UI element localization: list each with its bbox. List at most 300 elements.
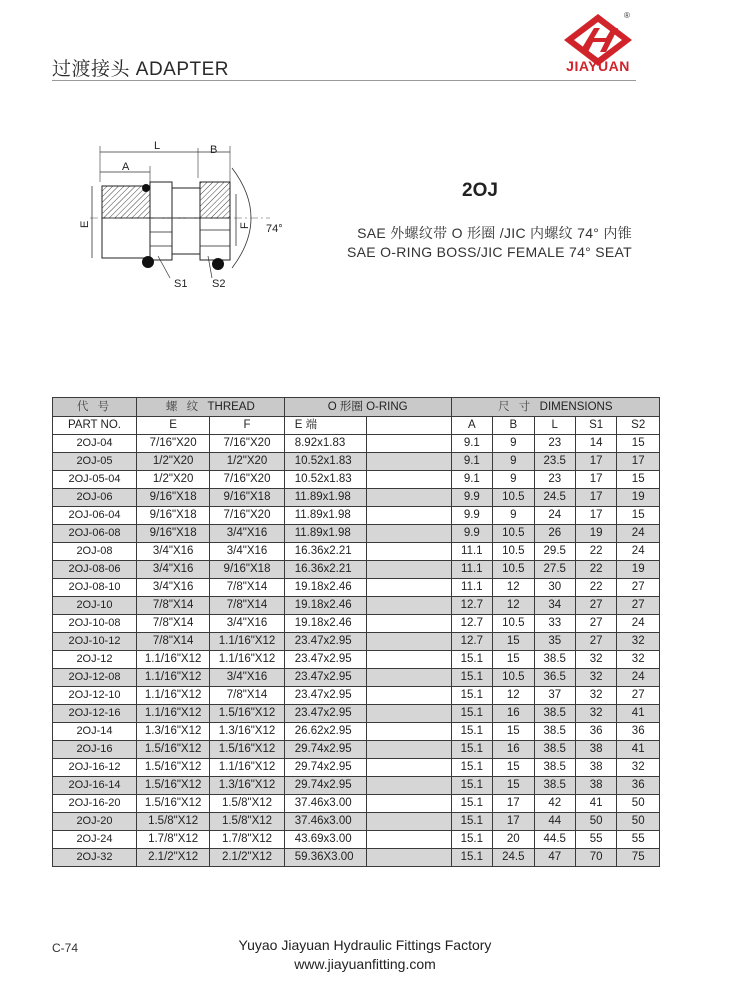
cell-pn: 2OJ-16-12 — [53, 759, 137, 777]
col-oring-e: E 端 — [284, 417, 366, 435]
cell-s2: 41 — [617, 705, 660, 723]
cell-l: 47 — [534, 849, 575, 867]
cell-blank — [366, 705, 451, 723]
cell-a: 15.1 — [451, 723, 492, 741]
brand-name: JIAYUAN — [566, 58, 630, 74]
header-part-cn: 代 号 — [53, 398, 137, 417]
cell-l: 38.5 — [534, 723, 575, 741]
cell-l: 35 — [534, 633, 575, 651]
table-row — [53, 759, 660, 777]
dim-label-s2: S2 — [212, 278, 226, 290]
cell-f: 1.1/16"X12 — [210, 651, 284, 669]
cell-a: 9.9 — [451, 507, 492, 525]
cell-oring: 23.47x2.95 — [284, 633, 366, 651]
cell-f: 1.7/8"X12 — [210, 831, 284, 849]
cell-oring: 59.36X3.00 — [284, 849, 366, 867]
cell-oring: 10.52x1.83 — [284, 453, 366, 471]
cell-l: 42 — [534, 795, 575, 813]
cell-l: 38.5 — [534, 651, 575, 669]
cell-f: 7/16"X20 — [210, 507, 284, 525]
cell-blank — [366, 453, 451, 471]
cell-l: 24.5 — [534, 489, 575, 507]
cell-f: 2.1/2"X12 — [210, 849, 284, 867]
cell-s1: 38 — [575, 777, 616, 795]
cell-s2: 27 — [617, 579, 660, 597]
cell-s2: 32 — [617, 651, 660, 669]
cell-oring: 11.89x1.98 — [284, 525, 366, 543]
cell-s2: 24 — [617, 543, 660, 561]
cell-a: 15.1 — [451, 651, 492, 669]
cell-f: 1.5/8"X12 — [210, 795, 284, 813]
cell-f: 7/16"X20 — [210, 435, 284, 453]
cell-f: 1.1/16"X12 — [210, 633, 284, 651]
cell-l: 29.5 — [534, 543, 575, 561]
cell-l: 44 — [534, 813, 575, 831]
cell-s1: 19 — [575, 525, 616, 543]
cell-pn: 2OJ-05 — [53, 453, 137, 471]
cell-oring: 10.52x1.83 — [284, 471, 366, 489]
cell-s2: 36 — [617, 723, 660, 741]
table-body — [53, 435, 660, 867]
cell-s1: 38 — [575, 759, 616, 777]
page-title: 过渡接头 ADAPTER — [52, 59, 230, 80]
cell-e: 3/4"X16 — [136, 543, 209, 561]
cell-e: 7/8"X14 — [136, 633, 209, 651]
col-s2: S2 — [617, 417, 660, 435]
cell-s1: 27 — [575, 633, 616, 651]
cell-e: 1.1/16"X12 — [136, 705, 209, 723]
cell-b: 9 — [493, 435, 534, 453]
cell-f: 1.3/16"X12 — [210, 777, 284, 795]
model-code: 2OJ — [462, 180, 498, 201]
cell-s1: 27 — [575, 615, 616, 633]
table-row — [53, 633, 660, 651]
cell-pn: 2OJ-16-20 — [53, 795, 137, 813]
cell-oring: 23.47x2.95 — [284, 669, 366, 687]
dim-label-b: B — [210, 144, 218, 156]
cell-f: 3/4"X16 — [210, 669, 284, 687]
cell-pn: 2OJ-08-10 — [53, 579, 137, 597]
cell-a: 11.1 — [451, 561, 492, 579]
cell-e: 7/8"X14 — [136, 615, 209, 633]
cell-s1: 17 — [575, 471, 616, 489]
cell-b: 16 — [493, 741, 534, 759]
cell-s1: 70 — [575, 849, 616, 867]
table-subheader-row — [53, 417, 660, 435]
cell-pn: 2OJ-12-16 — [53, 705, 137, 723]
cell-blank — [366, 489, 451, 507]
table-row — [53, 507, 660, 525]
table-row — [53, 561, 660, 579]
cell-blank — [366, 759, 451, 777]
cell-oring: 19.18x2.46 — [284, 597, 366, 615]
cell-l: 36.5 — [534, 669, 575, 687]
cell-pn: 2OJ-10 — [53, 597, 137, 615]
page-number: C-74 — [52, 941, 79, 955]
cell-a: 9.1 — [451, 471, 492, 489]
cell-pn: 2OJ-32 — [53, 849, 137, 867]
cell-oring: 37.46x3.00 — [284, 795, 366, 813]
col-a: A — [451, 417, 492, 435]
cell-s2: 15 — [617, 471, 660, 489]
cell-e: 1.7/8"X12 — [136, 831, 209, 849]
cell-l: 38.5 — [534, 759, 575, 777]
col-l: L — [534, 417, 575, 435]
cell-s2: 50 — [617, 813, 660, 831]
cell-a: 15.1 — [451, 849, 492, 867]
dim-label-e: E — [79, 220, 91, 228]
description-cn: SAE 外螺纹带 O 形圈 /JIC 内螺纹 74° 内锥 — [357, 225, 632, 241]
cell-e: 1.3/16"X12 — [136, 723, 209, 741]
table-row — [53, 777, 660, 795]
cell-a: 9.9 — [451, 489, 492, 507]
cell-b: 20 — [493, 831, 534, 849]
cell-s2: 50 — [617, 795, 660, 813]
cell-l: 44.5 — [534, 831, 575, 849]
cell-l: 38.5 — [534, 777, 575, 795]
cell-f: 3/4"X16 — [210, 615, 284, 633]
cell-s2: 75 — [617, 849, 660, 867]
cell-s1: 17 — [575, 489, 616, 507]
cell-blank — [366, 723, 451, 741]
cell-f: 1.5/16"X12 — [210, 741, 284, 759]
cell-a: 12.7 — [451, 633, 492, 651]
cell-pn: 2OJ-14 — [53, 723, 137, 741]
cell-b: 10.5 — [493, 525, 534, 543]
cell-f: 9/16"X18 — [210, 489, 284, 507]
cell-s1: 22 — [575, 579, 616, 597]
cell-pn: 2OJ-16-14 — [53, 777, 137, 795]
cell-pn: 2OJ-06-04 — [53, 507, 137, 525]
col-oring-blank — [366, 417, 451, 435]
cell-a: 11.1 — [451, 579, 492, 597]
cell-l: 27.5 — [534, 561, 575, 579]
cell-pn: 2OJ-10-12 — [53, 633, 137, 651]
cell-oring: 23.47x2.95 — [284, 687, 366, 705]
cell-s2: 15 — [617, 435, 660, 453]
cell-s2: 24 — [617, 669, 660, 687]
cell-oring: 26.62x2.95 — [284, 723, 366, 741]
cell-b: 16 — [493, 705, 534, 723]
cell-f: 1.5/16"X12 — [210, 705, 284, 723]
cell-b: 9 — [493, 471, 534, 489]
cell-blank — [366, 651, 451, 669]
cell-a: 15.1 — [451, 831, 492, 849]
table-row — [53, 435, 660, 453]
header-thread: 螺 纹 THREAD — [136, 398, 284, 417]
cell-e: 9/16"X18 — [136, 489, 209, 507]
cell-e: 7/8"X14 — [136, 597, 209, 615]
cell-oring: 29.74x2.95 — [284, 777, 366, 795]
cell-blank — [366, 435, 451, 453]
dim-label-l: L — [154, 140, 161, 152]
company-url: www.jiayuanfitting.com — [294, 956, 436, 972]
cell-s2: 15 — [617, 507, 660, 525]
cell-a: 15.1 — [451, 795, 492, 813]
cell-e: 1.1/16"X12 — [136, 669, 209, 687]
table-row — [53, 669, 660, 687]
cell-oring: 29.74x2.95 — [284, 741, 366, 759]
cell-blank — [366, 615, 451, 633]
cell-f: 3/4"X16 — [210, 525, 284, 543]
cell-e: 9/16"X18 — [136, 525, 209, 543]
cell-b: 10.5 — [493, 543, 534, 561]
cell-a: 9.1 — [451, 435, 492, 453]
cell-s1: 32 — [575, 669, 616, 687]
table-row — [53, 543, 660, 561]
table-row — [53, 813, 660, 831]
cell-a: 9.9 — [451, 525, 492, 543]
cell-a: 15.1 — [451, 759, 492, 777]
cell-b: 10.5 — [493, 561, 534, 579]
cell-s2: 36 — [617, 777, 660, 795]
dim-label-angle: 74° — [266, 223, 283, 235]
cell-oring: 37.46x3.00 — [284, 813, 366, 831]
cell-s2: 27 — [617, 687, 660, 705]
cell-a: 15.1 — [451, 705, 492, 723]
cell-blank — [366, 741, 451, 759]
cell-blank — [366, 795, 451, 813]
cell-s1: 36 — [575, 723, 616, 741]
cell-s1: 17 — [575, 453, 616, 471]
cell-f: 9/16"X18 — [210, 561, 284, 579]
cell-oring: 29.74x2.95 — [284, 759, 366, 777]
cell-oring: 16.36x2.21 — [284, 561, 366, 579]
table-row — [53, 687, 660, 705]
cell-s1: 22 — [575, 561, 616, 579]
cell-b: 15 — [493, 777, 534, 795]
table-header-row — [53, 398, 660, 417]
cell-l: 24 — [534, 507, 575, 525]
cell-a: 11.1 — [451, 543, 492, 561]
cell-s2: 41 — [617, 741, 660, 759]
table-row — [53, 453, 660, 471]
cell-e: 2.1/2"X12 — [136, 849, 209, 867]
cell-blank — [366, 543, 451, 561]
cell-a: 12.7 — [451, 615, 492, 633]
cell-l: 30 — [534, 579, 575, 597]
header-oring: O 形圈 O-RING — [284, 398, 451, 417]
table-row — [53, 489, 660, 507]
cell-b: 17 — [493, 813, 534, 831]
cell-e: 9/16"X18 — [136, 507, 209, 525]
cell-f: 1.5/8"X12 — [210, 813, 284, 831]
cell-oring: 19.18x2.46 — [284, 579, 366, 597]
cell-pn: 2OJ-12-08 — [53, 669, 137, 687]
cell-pn: 2OJ-04 — [53, 435, 137, 453]
cell-e: 1.5/16"X12 — [136, 759, 209, 777]
cell-blank — [366, 813, 451, 831]
cell-f: 7/8"X14 — [210, 597, 284, 615]
table-row — [53, 705, 660, 723]
cell-s2: 55 — [617, 831, 660, 849]
cell-s1: 14 — [575, 435, 616, 453]
cell-oring: 43.69x3.00 — [284, 831, 366, 849]
cell-s2: 17 — [617, 453, 660, 471]
cell-s2: 24 — [617, 525, 660, 543]
cell-b: 15 — [493, 723, 534, 741]
cell-oring: 8.92x1.83 — [284, 435, 366, 453]
cell-s1: 50 — [575, 813, 616, 831]
cell-b: 12 — [493, 579, 534, 597]
cell-s1: 32 — [575, 687, 616, 705]
cell-s1: 17 — [575, 507, 616, 525]
col-b: B — [493, 417, 534, 435]
cell-s1: 55 — [575, 831, 616, 849]
cell-a: 15.1 — [451, 687, 492, 705]
cell-e: 3/4"X16 — [136, 579, 209, 597]
cell-f: 7/8"X14 — [210, 579, 284, 597]
dim-label-s1: S1 — [174, 278, 188, 290]
adapter-drawing — [70, 138, 300, 298]
table-row — [53, 525, 660, 543]
cell-b: 15 — [493, 759, 534, 777]
cell-pn: 2OJ-12 — [53, 651, 137, 669]
cell-pn: 2OJ-10-08 — [53, 615, 137, 633]
cell-pn: 2OJ-08-06 — [53, 561, 137, 579]
cell-a: 12.7 — [451, 597, 492, 615]
col-part-no: PART NO. — [53, 417, 137, 435]
dim-label-f: F — [239, 222, 251, 229]
cell-blank — [366, 831, 451, 849]
cell-oring: 11.89x1.98 — [284, 489, 366, 507]
cell-l: 23 — [534, 435, 575, 453]
cell-blank — [366, 561, 451, 579]
col-f: F — [210, 417, 284, 435]
cell-b: 10.5 — [493, 615, 534, 633]
table-row — [53, 723, 660, 741]
cell-s1: 41 — [575, 795, 616, 813]
cell-e: 1/2"X20 — [136, 471, 209, 489]
cell-f: 3/4"X16 — [210, 543, 284, 561]
table-row — [53, 579, 660, 597]
cell-e: 1.5/16"X12 — [136, 777, 209, 795]
cell-s1: 32 — [575, 651, 616, 669]
cell-e: 1/2"X20 — [136, 453, 209, 471]
cell-f: 1.3/16"X12 — [210, 723, 284, 741]
cell-b: 17 — [493, 795, 534, 813]
cell-f: 1/2"X20 — [210, 453, 284, 471]
cell-b: 12 — [493, 687, 534, 705]
table-row — [53, 597, 660, 615]
cell-e: 1.5/8"X12 — [136, 813, 209, 831]
cell-s1: 22 — [575, 543, 616, 561]
cell-b: 9 — [493, 507, 534, 525]
cell-b: 15 — [493, 633, 534, 651]
cell-f: 7/16"X20 — [210, 471, 284, 489]
cell-pn: 2OJ-24 — [53, 831, 137, 849]
cell-blank — [366, 669, 451, 687]
cell-l: 23 — [534, 471, 575, 489]
cell-blank — [366, 687, 451, 705]
cell-l: 38.5 — [534, 741, 575, 759]
cell-pn: 2OJ-06 — [53, 489, 137, 507]
col-e: E — [136, 417, 209, 435]
cell-blank — [366, 525, 451, 543]
registered-mark: ® — [624, 11, 630, 20]
cell-oring: 23.47x2.95 — [284, 651, 366, 669]
cell-e: 1.5/16"X12 — [136, 795, 209, 813]
cell-e: 1.5/16"X12 — [136, 741, 209, 759]
cell-a: 15.1 — [451, 741, 492, 759]
dim-label-a: A — [122, 161, 130, 173]
cell-blank — [366, 507, 451, 525]
cell-pn: 2OJ-20 — [53, 813, 137, 831]
cell-pn: 2OJ-05-04 — [53, 471, 137, 489]
cell-b: 12 — [493, 597, 534, 615]
cell-l: 38.5 — [534, 705, 575, 723]
cell-e: 1.1/16"X12 — [136, 651, 209, 669]
cell-pn: 2OJ-08 — [53, 543, 137, 561]
col-s1: S1 — [575, 417, 616, 435]
cell-pn: 2OJ-16 — [53, 741, 137, 759]
cell-pn: 2OJ-06-08 — [53, 525, 137, 543]
header-divider — [52, 80, 636, 81]
cell-l: 26 — [534, 525, 575, 543]
cell-s2: 27 — [617, 597, 660, 615]
table-row — [53, 471, 660, 489]
cell-l: 23.5 — [534, 453, 575, 471]
cell-a: 15.1 — [451, 813, 492, 831]
cell-oring: 16.36x2.21 — [284, 543, 366, 561]
cell-b: 24.5 — [493, 849, 534, 867]
cell-blank — [366, 597, 451, 615]
spec-table — [52, 397, 660, 867]
cell-blank — [366, 849, 451, 867]
cell-e: 1.1/16"X12 — [136, 687, 209, 705]
cell-s2: 19 — [617, 561, 660, 579]
cell-a: 15.1 — [451, 777, 492, 795]
cell-s2: 24 — [617, 615, 660, 633]
cell-b: 15 — [493, 651, 534, 669]
cell-l: 33 — [534, 615, 575, 633]
cell-blank — [366, 633, 451, 651]
cell-a: 15.1 — [451, 669, 492, 687]
cell-l: 37 — [534, 687, 575, 705]
cell-oring: 11.89x1.98 — [284, 507, 366, 525]
cell-s2: 32 — [617, 759, 660, 777]
cell-blank — [366, 777, 451, 795]
cell-b: 9 — [493, 453, 534, 471]
cell-e: 3/4"X16 — [136, 561, 209, 579]
cell-e: 7/16"X20 — [136, 435, 209, 453]
table-row — [53, 795, 660, 813]
cell-b: 10.5 — [493, 669, 534, 687]
company-name: Yuyao Jiayuan Hydraulic Fittings Factory — [238, 937, 492, 953]
table-row — [53, 741, 660, 759]
cell-oring: 23.47x2.95 — [284, 705, 366, 723]
cell-b: 10.5 — [493, 489, 534, 507]
cell-s1: 32 — [575, 705, 616, 723]
cell-blank — [366, 579, 451, 597]
cell-s2: 19 — [617, 489, 660, 507]
cell-pn: 2OJ-12-10 — [53, 687, 137, 705]
description-en: SAE O-RING BOSS/JIC FEMALE 74° SEAT — [346, 244, 632, 260]
cell-f: 1.1/16"X12 — [210, 759, 284, 777]
cell-blank — [366, 471, 451, 489]
table-row — [53, 831, 660, 849]
cell-f: 7/8"X14 — [210, 687, 284, 705]
cell-a: 9.1 — [451, 453, 492, 471]
table-row — [53, 615, 660, 633]
cell-s2: 32 — [617, 633, 660, 651]
cell-oring: 19.18x2.46 — [284, 615, 366, 633]
cell-s1: 27 — [575, 597, 616, 615]
header-dimensions: 尺 寸 DIMENSIONS — [451, 398, 659, 417]
cell-l: 34 — [534, 597, 575, 615]
cell-s1: 38 — [575, 741, 616, 759]
table-row — [53, 849, 660, 867]
